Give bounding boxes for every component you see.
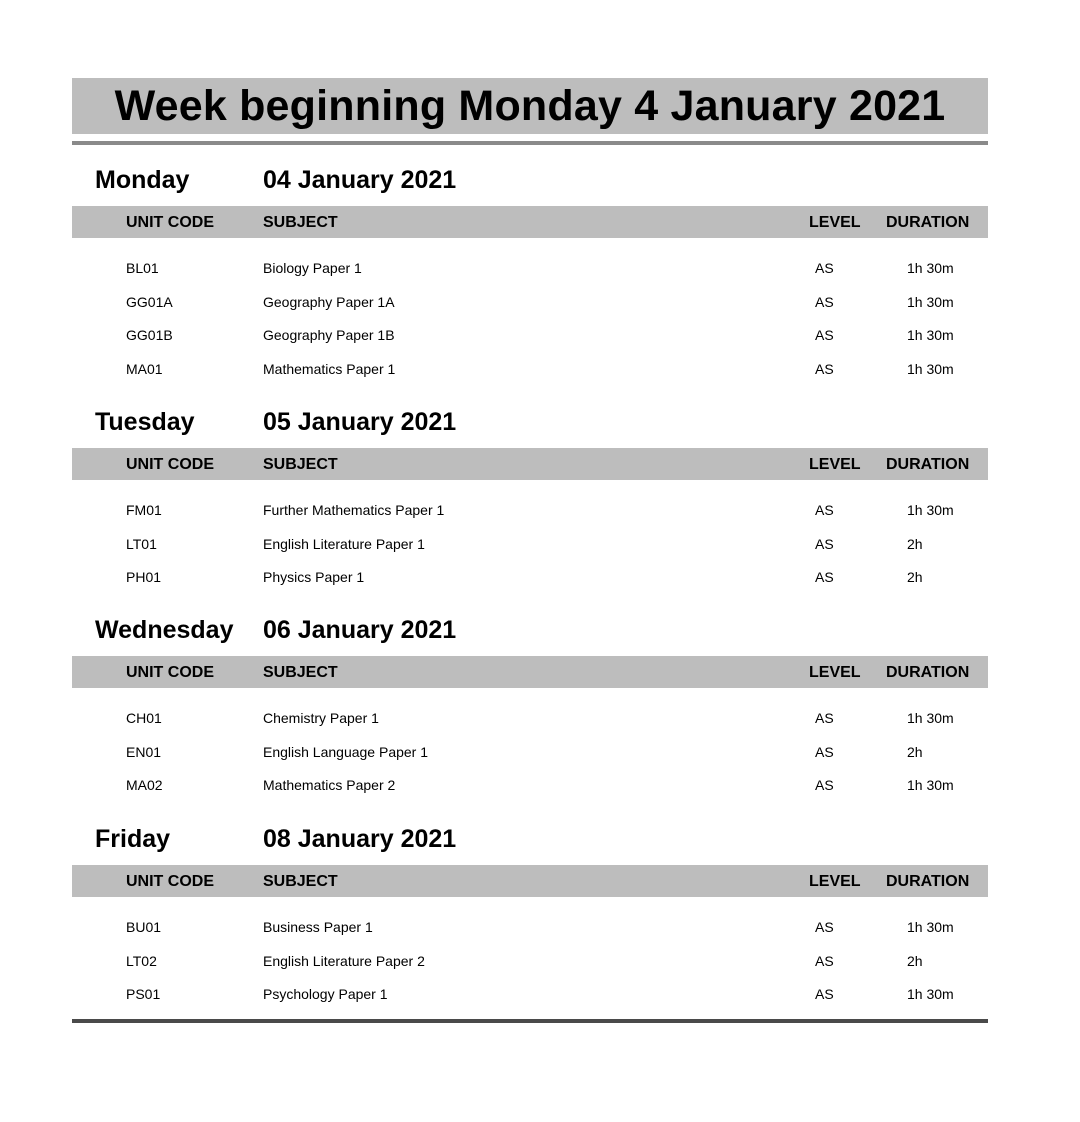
day-section-monday <box>72 158 988 385</box>
level: AS <box>815 327 834 343</box>
column-header-subject: SUBJECT <box>263 214 338 231</box>
column-header-duration: DURATION <box>886 456 970 473</box>
level: AS <box>815 360 834 377</box>
unit-code: GG01A <box>126 293 173 310</box>
unit-code: CH01 <box>126 710 162 726</box>
table-row <box>72 560 988 594</box>
column-header-subject: SUBJECT <box>263 873 338 890</box>
exam-list <box>72 238 988 385</box>
column-header-row <box>72 656 988 688</box>
column-header-row <box>72 206 988 238</box>
table-row <box>72 768 988 802</box>
column-header-level: LEVEL <box>809 873 861 890</box>
subject: Mathematics Paper 2 <box>263 777 396 793</box>
column-header-level: LEVEL <box>809 456 861 473</box>
level: AS <box>815 777 834 793</box>
unit-code: MA02 <box>126 777 163 793</box>
duration: 1h 30m <box>907 986 954 1002</box>
unit-code: BL01 <box>126 260 159 276</box>
column-header-subject: SUBJECT <box>263 456 338 473</box>
duration: 2h <box>907 569 923 585</box>
level: AS <box>815 293 834 310</box>
subject: Chemistry Paper 1 <box>263 710 379 726</box>
subject: English Language Paper 1 <box>263 743 429 760</box>
bottom-divider <box>72 1019 988 1023</box>
day-section-tuesday <box>72 400 988 594</box>
column-header-duration: DURATION <box>886 214 970 231</box>
exam-list <box>72 688 988 802</box>
day-date: 06 January 2021 <box>263 616 457 644</box>
day-name: Wednesday <box>95 616 234 644</box>
table-row <box>72 910 988 944</box>
subject: Mathematics Paper 1 <box>263 360 396 377</box>
day-date: 08 January 2021 <box>263 825 457 853</box>
column-header-level: LEVEL <box>809 664 861 681</box>
column-header-subject: SUBJECT <box>263 664 338 681</box>
column-header-row <box>72 448 988 480</box>
level: AS <box>815 919 834 935</box>
unit-code: LT01 <box>126 535 157 552</box>
subject: English Literature Paper 2 <box>263 952 425 969</box>
unit-code: BU01 <box>126 919 162 935</box>
page-title: Week beginning Monday 4 January 2021 <box>114 81 946 130</box>
table-row <box>72 944 988 978</box>
level: AS <box>815 743 834 760</box>
duration: 1h 30m <box>907 360 954 377</box>
table-row <box>72 285 988 319</box>
level: AS <box>815 710 834 726</box>
level: AS <box>815 986 834 1002</box>
subject: Further Mathematics Paper 1 <box>263 502 445 518</box>
table-row <box>72 527 988 561</box>
duration: 1h 30m <box>907 919 954 935</box>
unit-code: PS01 <box>126 986 161 1002</box>
subject: Biology Paper 1 <box>263 260 362 276</box>
subject: Business Paper 1 <box>263 919 373 935</box>
column-header-unit-code: UNIT CODE <box>126 456 214 473</box>
unit-code: EN01 <box>126 743 162 760</box>
exam-list <box>72 897 988 1011</box>
title-banner <box>72 78 988 134</box>
day-heading <box>72 608 988 656</box>
level: AS <box>815 535 834 552</box>
day-date: 05 January 2021 <box>263 408 457 436</box>
title-divider <box>72 141 988 145</box>
exam-list <box>72 480 988 594</box>
level: AS <box>815 569 834 585</box>
day-name: Friday <box>95 825 171 853</box>
column-header-duration: DURATION <box>886 873 970 890</box>
column-header-duration: DURATION <box>886 664 970 681</box>
day-name: Monday <box>95 166 190 194</box>
duration: 1h 30m <box>907 777 954 793</box>
column-header-unit-code: UNIT CODE <box>126 873 214 890</box>
table-row <box>72 493 988 527</box>
duration: 2h <box>907 535 923 552</box>
column-header-unit-code: UNIT CODE <box>126 664 214 681</box>
duration: 1h 30m <box>907 502 954 518</box>
day-heading <box>72 400 988 448</box>
duration: 2h <box>907 952 923 969</box>
day-heading <box>72 817 988 865</box>
table-row <box>72 701 988 735</box>
duration: 1h 30m <box>907 293 954 310</box>
duration: 1h 30m <box>907 710 954 726</box>
column-header-row <box>72 865 988 897</box>
unit-code: MA01 <box>126 360 163 377</box>
day-date: 04 January 2021 <box>263 166 457 194</box>
duration: 2h <box>907 743 923 760</box>
table-row <box>72 318 988 352</box>
unit-code: FM01 <box>126 502 162 518</box>
duration: 1h 30m <box>907 260 954 276</box>
level: AS <box>815 952 834 969</box>
unit-code: GG01B <box>126 327 173 343</box>
day-section-wednesday <box>72 608 988 802</box>
day-heading <box>72 158 988 206</box>
day-section-friday <box>72 817 988 1011</box>
subject: Psychology Paper 1 <box>263 986 388 1002</box>
table-row <box>72 977 988 1011</box>
subject: Geography Paper 1B <box>263 327 395 343</box>
level: AS <box>815 502 834 518</box>
unit-code: PH01 <box>126 569 162 585</box>
column-header-level: LEVEL <box>809 214 861 231</box>
subject: English Literature Paper 1 <box>263 535 425 552</box>
table-row <box>72 251 988 285</box>
column-header-unit-code: UNIT CODE <box>126 214 214 231</box>
subject: Physics Paper 1 <box>263 569 365 585</box>
day-name: Tuesday <box>95 408 195 436</box>
table-row <box>72 735 988 769</box>
table-row <box>72 352 988 386</box>
level: AS <box>815 260 834 276</box>
duration: 1h 30m <box>907 327 954 343</box>
subject: Geography Paper 1A <box>263 293 395 310</box>
unit-code: LT02 <box>126 952 157 969</box>
